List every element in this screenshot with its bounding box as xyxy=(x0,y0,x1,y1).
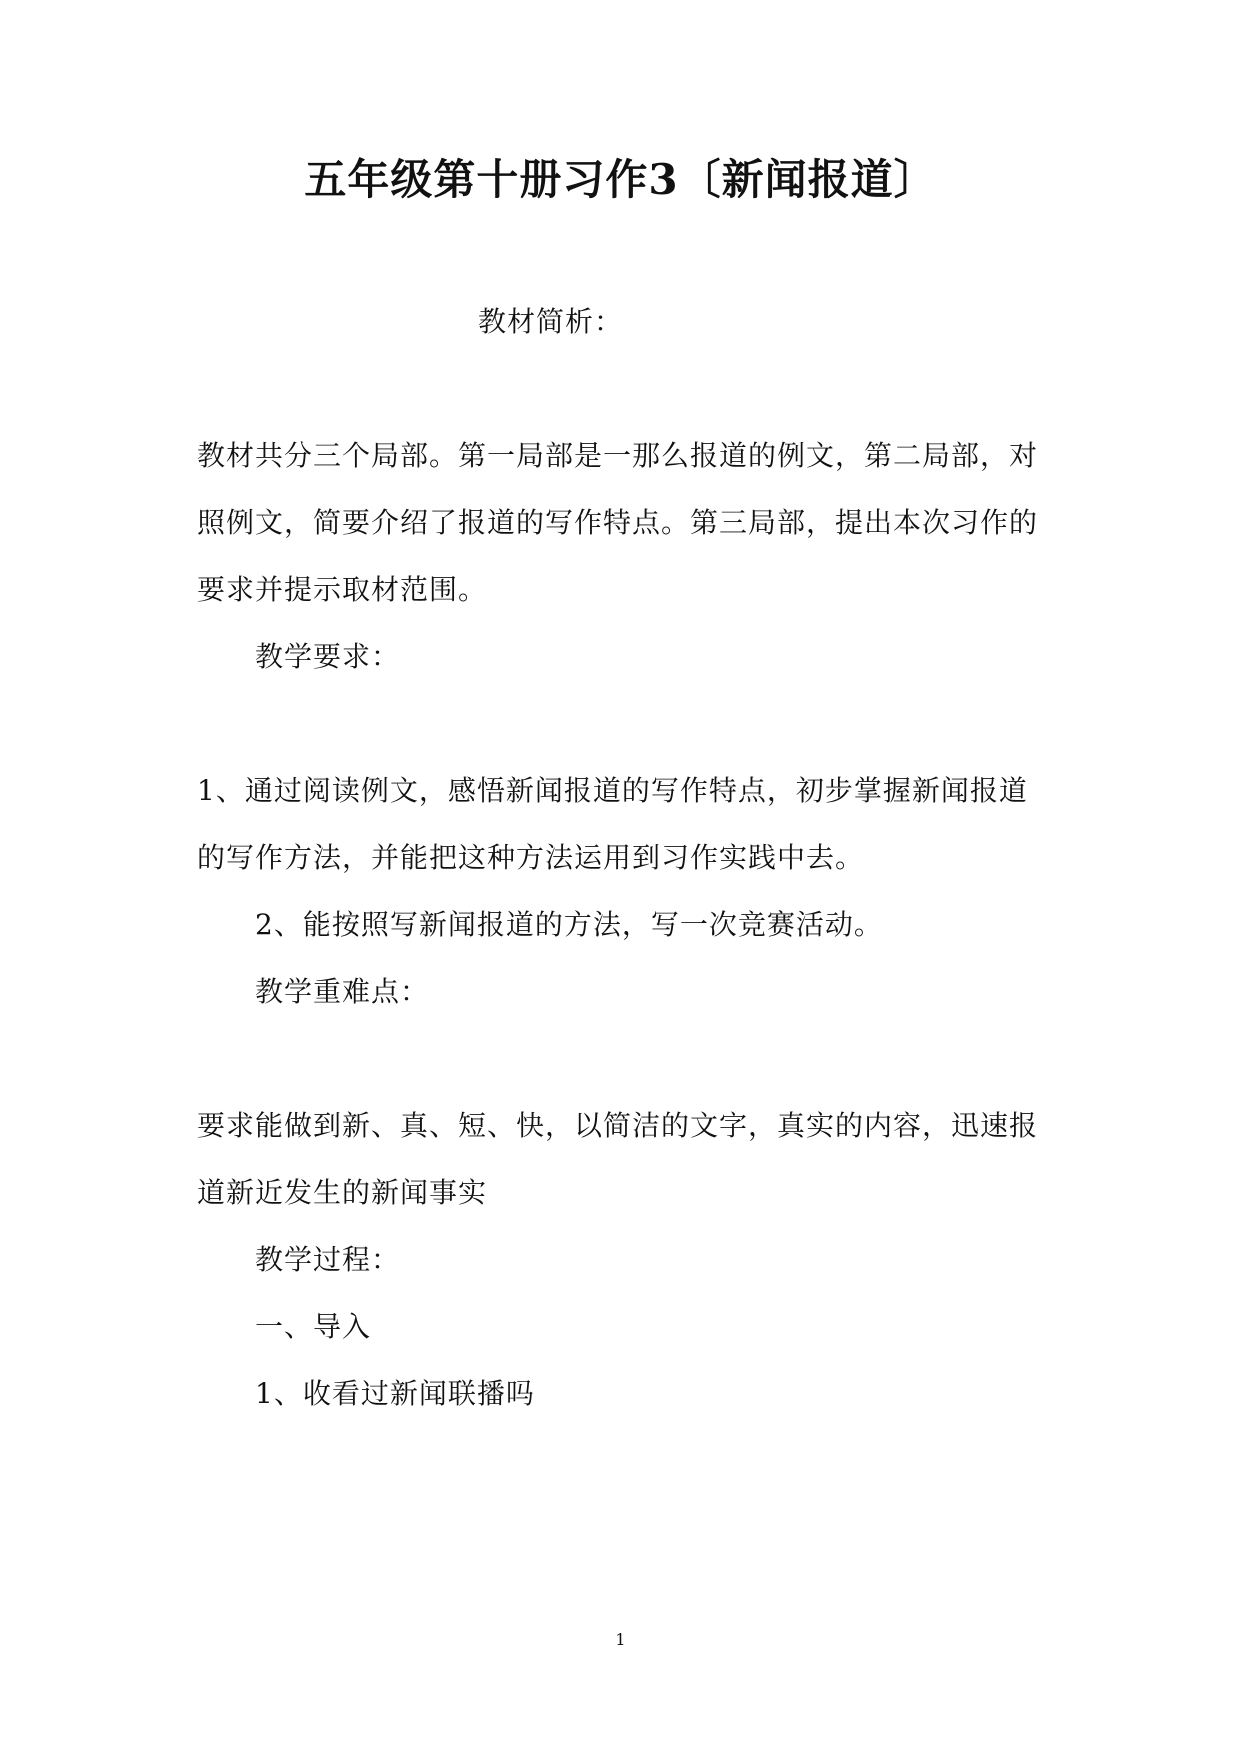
material-paragraph-line-1: 教材共分三个局部。第一局部是一那么报道的例文，第二局部，对 xyxy=(197,439,1039,472)
teaching-requirements-heading: 教学要求： xyxy=(255,640,401,673)
requirement-1-line-2: 的写作方法，并能把这种方法运用到习作实践中去。 xyxy=(197,841,865,874)
key-points-line-1: 要求能做到新、真、短、快，以简洁的文字，真实的内容，迅速报 xyxy=(197,1109,1039,1142)
page-number: 1 xyxy=(615,1630,626,1649)
material-analysis-heading: 教材简析： xyxy=(478,305,624,338)
process-item-1: 1、收看过新闻联播吗 xyxy=(255,1377,535,1410)
requirement-2: 2、能按照写新闻报道的方法，写一次竞赛活动。 xyxy=(255,908,883,941)
process-part-1-heading: 一、导入 xyxy=(255,1310,372,1343)
teaching-process-heading: 教学过程： xyxy=(255,1243,401,1276)
material-paragraph-line-2: 照例文，简要介绍了报道的写作特点。第三局部，提出本次习作的 xyxy=(197,506,1039,539)
requirement-1-line-1: 1、通过阅读例文，感悟新闻报道的写作特点，初步掌握新闻报道 xyxy=(197,774,1028,807)
key-points-line-2: 道新近发生的新闻事实 xyxy=(197,1176,488,1209)
key-points-heading: 教学重难点： xyxy=(255,975,430,1008)
document-title: 五年级第十册习作3〔新闻报道〕 xyxy=(304,155,937,204)
material-paragraph-line-3: 要求并提示取材范围。 xyxy=(197,573,488,606)
